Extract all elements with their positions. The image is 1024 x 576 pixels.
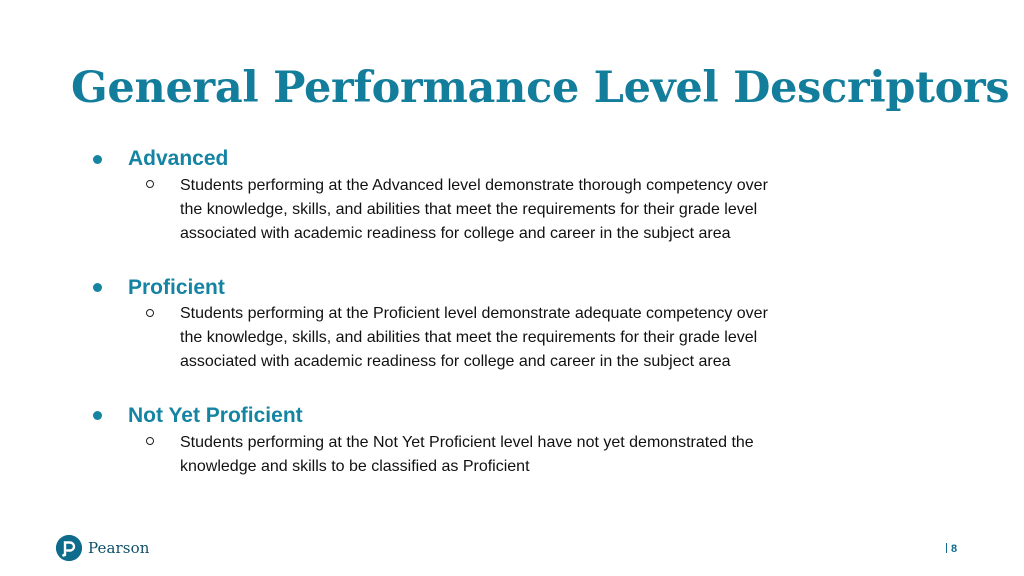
filled-bullet-icon [93, 283, 102, 292]
hollow-bullet-icon [146, 437, 154, 445]
slide-title: General Performance Level Descriptors [71, 63, 1010, 113]
hollow-bullet-icon [146, 180, 154, 188]
level-description: Students performing at the Not Yet Proficient level have not yet demonstrated the knowledge and skills to be classified as Proficient [180, 434, 754, 475]
page-separator [946, 543, 947, 553]
hollow-bullet-icon [146, 309, 154, 317]
page-number [946, 542, 957, 556]
filled-bullet-icon [93, 155, 102, 164]
level-description: Students performing at the Proficient level demonstrate adequate competency over the knowledge, skills, and abilities that meet the requirements for their grade level associated with academic readiness for college and career in the subject area [180, 305, 768, 370]
pearson-wordmark: Pearson [88, 539, 150, 557]
page-number-value: 8 [951, 543, 958, 555]
level-description: Students performing at the Advanced level demonstrate thorough competency over the knowledge, skills, and abilities that meet the requirements for their grade level associated with academic readiness for college and career in the subject area [180, 177, 768, 242]
level-label: Not Yet Proficient [128, 404, 303, 427]
level-label: Advanced [128, 147, 229, 170]
pearson-logo [56, 535, 150, 561]
level-label: Proficient [128, 276, 225, 299]
filled-bullet-icon [93, 411, 102, 420]
pearson-p-icon [56, 535, 82, 561]
